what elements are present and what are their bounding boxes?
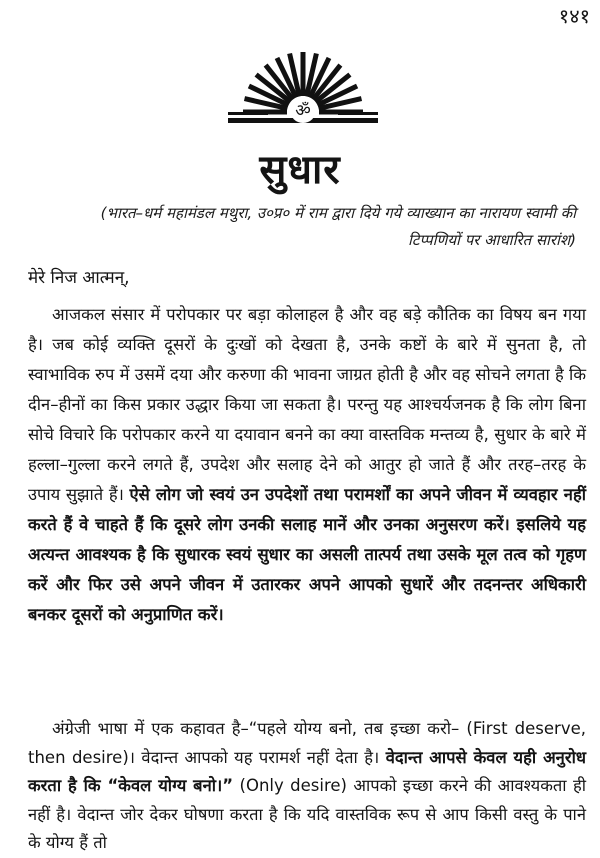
salutation: मेरे निज आत्मन्,: [28, 268, 130, 288]
paragraph-2: [28, 715, 586, 858]
paragraph-2-bold-text: वेदान्त आपसे केवल यही अनुरोध करता है कि “केवल योग्य बनो।”: [28, 747, 586, 795]
page-number: १४१: [558, 4, 590, 28]
paragraph-1-bold-text: ऐसे लोग जो स्वयं उन उपदेशों तथा परामर्शों का अपने जीवन में व्यवहार नहीं करते हैं वे चाहते हैं कि दूसरे लोग उनकी सलाह मानें और उनका अनुसरण करें। इसलिये यह अत्यन्त आवश्यक है कि सुधारक स्वयं सुधार का असली तात्पर्य तथा उसके मूल तत्व को गृहण करें और फिर उसे अपने जीवन में उतारकर अपने आपको सुधारें और तदनन्तर अधिकारी बनकर दूसरों को अनुप्राणित करें।: [28, 485, 586, 624]
paragraph-2-text-a: अंग्रेजी भाषा में एक कहावत है–“पहले योग्य बनो, तब इच्छा करो– (First deserve, then desire)। वेदान्त आपको यह परामर्श नहीं देता है।: [28, 719, 586, 767]
paragraph-1: [28, 300, 586, 630]
subtitle: (भारत–धर्म महामंडल मथुरा, उ०प्र० में राम द्वारा दिये गये व्याख्यान का नारायण स्वामी की टिप्पणियों पर आधारित सारांश): [100, 204, 576, 249]
paragraph-1-text: आजकल संसार में परोपकार पर बड़ा कोलाहल है और वह बड़े कौतिक का विषय बन गया है। जब कोई व्यक्ति दूसरों के दुःखों को देखता है, उनके कष्टों के बारे में सुनता है, तो स्वाभाविक रुप में उसमें दया और करुणा की भावना जाग्रत होती है और वह सोचने लगता है कि दीन–हीनों का किस प्रकार उद्धार किया जा सकता है। परन्तु यह आश्चर्यजनक है कि लोग बिना सोचे विचारे कि परोपकार करने या दयावान बनने का क्या वास्तविक मन्तव्य है, सुधार के बारे में हल्ला–गुल्ला करने लगते हैं, उपदेश और सलाह देने को आतुर हो जाते हैं और तरह–तरह के उपाय सुझाते हैं।: [28, 305, 586, 504]
page-title: सुधार: [259, 146, 341, 193]
paragraph-2-text-c: (Only desire) आपको इच्छा करने की आवश्यकता ही नहीं है। वेदान्त जोर देकर घोषणा करता है कि यदि वास्तविक रूप से आप किसी वस्तु के पाने के योग्य हैं तो: [28, 776, 586, 852]
om-sunburst-icon: [228, 48, 378, 128]
om-symbol: ॐ: [295, 101, 311, 121]
